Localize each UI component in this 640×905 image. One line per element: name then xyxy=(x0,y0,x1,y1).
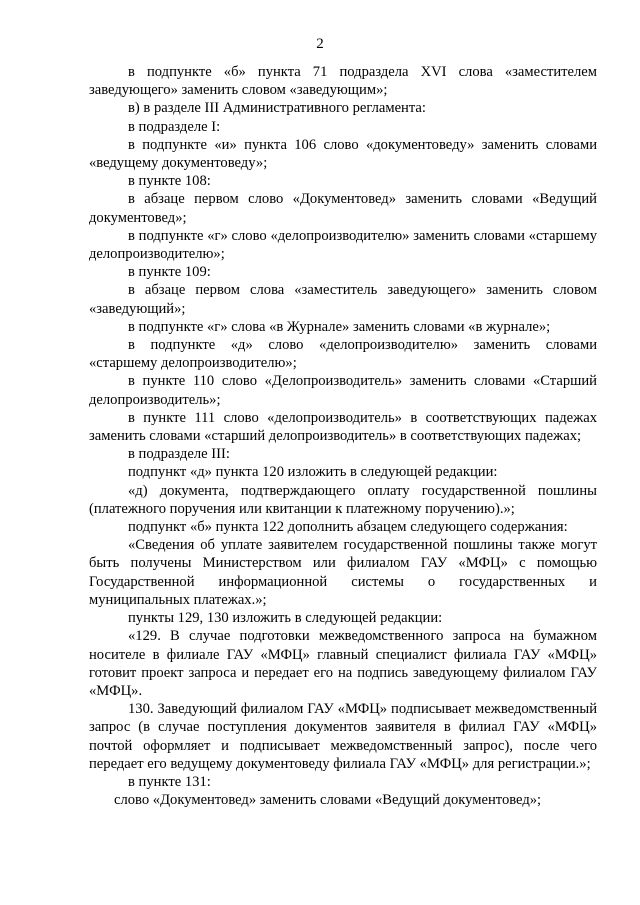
paragraph: «129. В случае подготовки межведомственного запроса на бумажном носителе в филиале ГАУ «МФЦ» главный специалист филиала ГАУ «МФЦ» готовит проект запроса и передает его на подпись заведующему филиалом ГАУ «МФЦ». xyxy=(89,628,597,699)
paragraph: подпункт «д» пункта 120 изложить в следующей редакции: xyxy=(128,464,498,481)
paragraph: 130. Заведующий филиалом ГАУ «МФЦ» подписывает межведомственный запрос (в случае поступления документов заявителя в филиал ГАУ «МФЦ» почтой оформляет и подписывает межведомственный запрос), после чего передает его ведущему документоведу филиала ГАУ «МФЦ» для регистрации.»; xyxy=(89,701,597,772)
page-number: 2 xyxy=(316,36,324,52)
paragraph: в подпункте «г» слова «в Журнале» заменить словами «в журнале»; xyxy=(128,318,551,335)
paragraph: в подпункте «б» пункта 71 подраздела XVI слова «заместителем заведующего» заменить словом «заведующим»; xyxy=(89,64,597,99)
paragraph: в абзаце первом слова «заместитель заведующего» заменить словом «заведующий»; xyxy=(89,282,597,317)
paragraph: в абзаце первом слово «Документовед» заменить словами «Ведущий документовед»; xyxy=(89,191,597,226)
paragraph: в пункте 109: xyxy=(128,264,211,281)
paragraph: подпункт «б» пункта 122 дополнить абзацем следующего содержания: xyxy=(128,519,568,536)
paragraph: в подразделе I: xyxy=(128,118,221,135)
paragraph: в пункте 111 слово «делопроизводитель» в соответствующих падежах заменить словами «старший делопроизводитель» в соответствующих падежах; xyxy=(89,409,597,445)
paragraph: слово «Документовед» заменить словами «Ведущий документовед»; xyxy=(114,792,542,809)
paragraph: в пункте 108: xyxy=(128,173,211,190)
paragraph: в подпункте «и» пункта 106 слово «документоведу» заменить словами «ведущему документоведу»; xyxy=(89,136,597,172)
paragraph: в пункте 131: xyxy=(128,773,211,790)
paragraph: в подразделе III: xyxy=(128,446,230,463)
paragraph: «Сведения об уплате заявителем государственной пошлины также могут быть получены Министерством или филиалом ГАУ «МФЦ» с помощью Государственной информационной системы о государственных и муниципальных платежах.»; xyxy=(89,537,597,608)
paragraph: «д) документа, подтверждающего оплату государственной пошлины (платежного поручения или квитанции к платежному поручению).»; xyxy=(89,482,597,517)
document-body xyxy=(89,63,597,809)
paragraph: в) в разделе III Административного регламента: xyxy=(128,100,426,117)
paragraph: в подпункте «д» слово «делопроизводителю» заменить словами «старшему делопроизводителю»; xyxy=(89,337,597,372)
paragraph: в пункте 110 слово «Делопроизводитель» заменить словами «Старший делопроизводитель»; xyxy=(89,373,597,408)
paragraph: в подпункте «г» слово «делопроизводителю» заменить словами «старшему делопроизводителю»; xyxy=(89,227,597,263)
paragraph: пункты 129, 130 изложить в следующей редакции: xyxy=(128,610,443,627)
